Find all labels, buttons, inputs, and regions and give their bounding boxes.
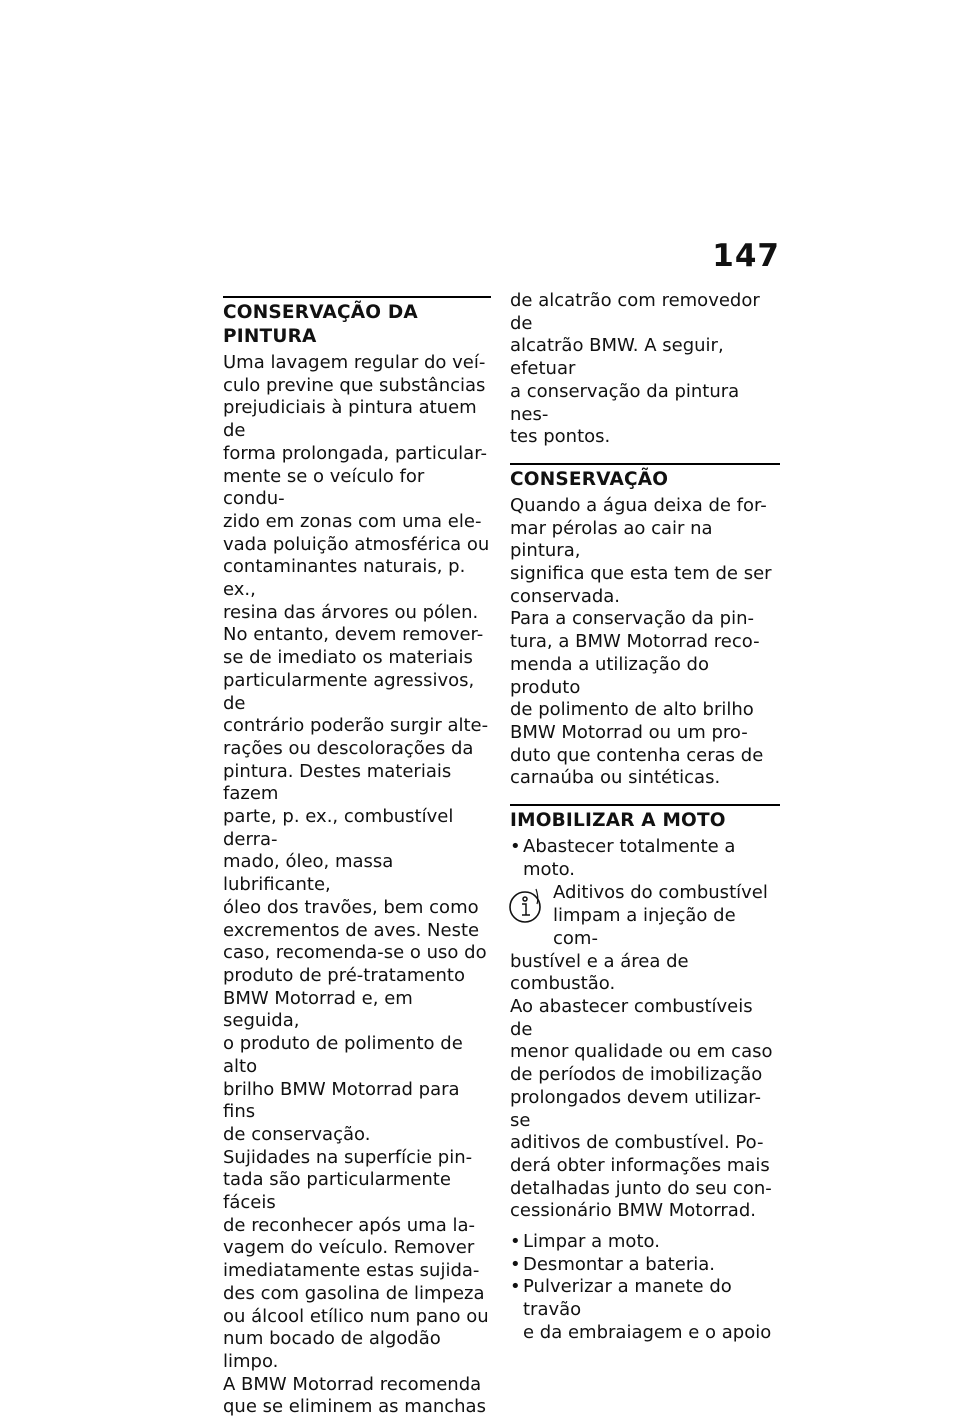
text-line: parte, p. ex., combustível derra- [223,806,454,850]
text-line: mente se o veículo for condu- [223,465,425,510]
text-line: mado, óleo, massa lubrificante, [223,851,394,896]
text-line: se de imediato os materiais [223,647,473,669]
text-line: de reconhecer após uma la- [223,1214,475,1236]
text-line: que se eliminem as manchas [223,1396,486,1418]
text-line: tes pontos. [510,426,611,448]
text-line: Sujidades na superfície pin- [223,1146,473,1168]
text-line: vagem do veículo. Remover [223,1237,475,1259]
text-line: o produto de polimento de alto [223,1033,463,1077]
text-line: mar pérolas ao cair na pintura, [510,517,713,562]
text-line: BMW Motorrad ou um pro- [510,721,748,743]
text-line: detalhadas junto do seu con- [510,1177,772,1199]
text-line: brilho BMW Motorrad para fins [223,1078,460,1123]
section-title: IMOBILIZAR A MOTO [510,810,726,832]
text-line: Para a conservação da pin- [510,608,755,630]
text-line: No entanto, devem remover- [223,624,484,646]
text-line: tura, a BMW Motorrad reco- [510,631,760,653]
text-line: Uma lavagem regular do veí- [223,352,486,373]
text-line: derá obter informações mais [510,1154,770,1176]
continuation-text [510,290,780,449]
text-line: imediatamente estas sujida- [223,1260,480,1282]
page-number: 147 [712,238,780,274]
text-line: excrementos de aves. Neste [223,919,480,941]
text-line: limpam a injeção de com- [553,905,736,949]
text-line: vada poluição atmosférica ou [223,533,490,555]
text-line: menda a utilização do produto [510,653,709,698]
text-line: Quando a água deixa de for- [510,494,767,516]
info-icon [506,886,546,926]
text-line: Ao abastecer combustíveis de [510,995,753,1040]
bullet-line: e da embraiagem e o apoio [523,1321,772,1343]
bullet-item: • Abastecer totalmente a moto. [510,836,780,881]
text-line: zido em zonas com uma ele- [223,510,482,532]
text-line: resina das árvores ou pólen. [223,601,479,623]
bullet-line: • Pulverizar a manete do travão [523,1276,732,1321]
text-line: menor qualidade ou em caso [510,1041,773,1063]
section-title: CONSERVAÇÃO DA PINTURA [223,302,418,347]
section-heading-conservacao-pintura [223,296,491,349]
text-line: BMW Motorrad e, em seguida, [223,987,413,1032]
text-line: culo previne que substâncias [223,374,486,396]
section-title: CONSERVAÇÃO [510,468,669,490]
text-line: Aditivos do combustível [553,882,768,904]
text-line: duto que contenha ceras de [510,744,764,766]
info-note [510,882,780,1223]
text-line: bustível e a área de combustão. [510,950,689,995]
left-column [223,296,491,1419]
text-line: contrário poderão surgir alte- [223,715,489,737]
text-line: prolongados devem utilizar-se [510,1086,762,1131]
text-line: pintura. Destes materiais fazem [223,760,452,805]
body-text [510,495,780,790]
bullet-item [510,1276,780,1344]
text-line: de alcatrão com removedor de [510,290,760,334]
text-line: de polimento de alto brilho [510,699,754,721]
text-line: caso, recomenda-se o uso do [223,942,487,964]
section-heading-conservacao [510,463,780,492]
bullet-item [510,1254,780,1277]
text-line: particularmente agressivos, de [223,669,475,714]
text-line: alcatrão BMW. A seguir, efetuar [510,335,724,380]
text-line: cessionário BMW Motorrad. [510,1200,756,1222]
text-line: a conservação da pintura nes- [510,380,740,425]
bullet-line: • Desmontar a bateria. [523,1253,715,1275]
text-line: num bocado de algodão limpo. [223,1328,441,1372]
text-line: de períodos de imobilização [510,1064,763,1086]
info-text [510,951,780,1223]
bullet-list [510,836,780,881]
text-line: conservada. [510,585,621,607]
text-line: óleo dos travões, bem como [223,896,479,918]
text-line: significa que esta tem de ser [510,563,772,585]
info-text-indented [553,882,780,950]
text-line: contaminantes naturais, p. ex., [223,556,466,601]
text-line: A BMW Motorrad recomenda [223,1373,482,1395]
text-line: carnaúba ou sintéticas. [510,767,721,789]
body-text [223,352,491,1419]
text-line: tada são particularmente fáceis [223,1169,451,1214]
text-line: aditivos de combustível. Po- [510,1132,764,1154]
bullet-line: • Limpar a moto. [523,1231,660,1253]
bullet-item [510,1231,780,1254]
text-line: de conservação. [223,1123,371,1145]
text-line: des com gasolina de limpeza [223,1282,485,1304]
text-line: produto de pré-tratamento [223,964,465,986]
text-line: forma prolongada, particular- [223,442,487,464]
text-line: rações ou descolorações da [223,737,474,759]
section-heading-imobilizar [510,804,780,833]
right-column [510,290,780,1345]
text-line: ou álcool etílico num pano ou [223,1305,489,1327]
text-line: prejudiciais à pintura atuem de [223,397,477,442]
bullet-list [510,1231,780,1345]
